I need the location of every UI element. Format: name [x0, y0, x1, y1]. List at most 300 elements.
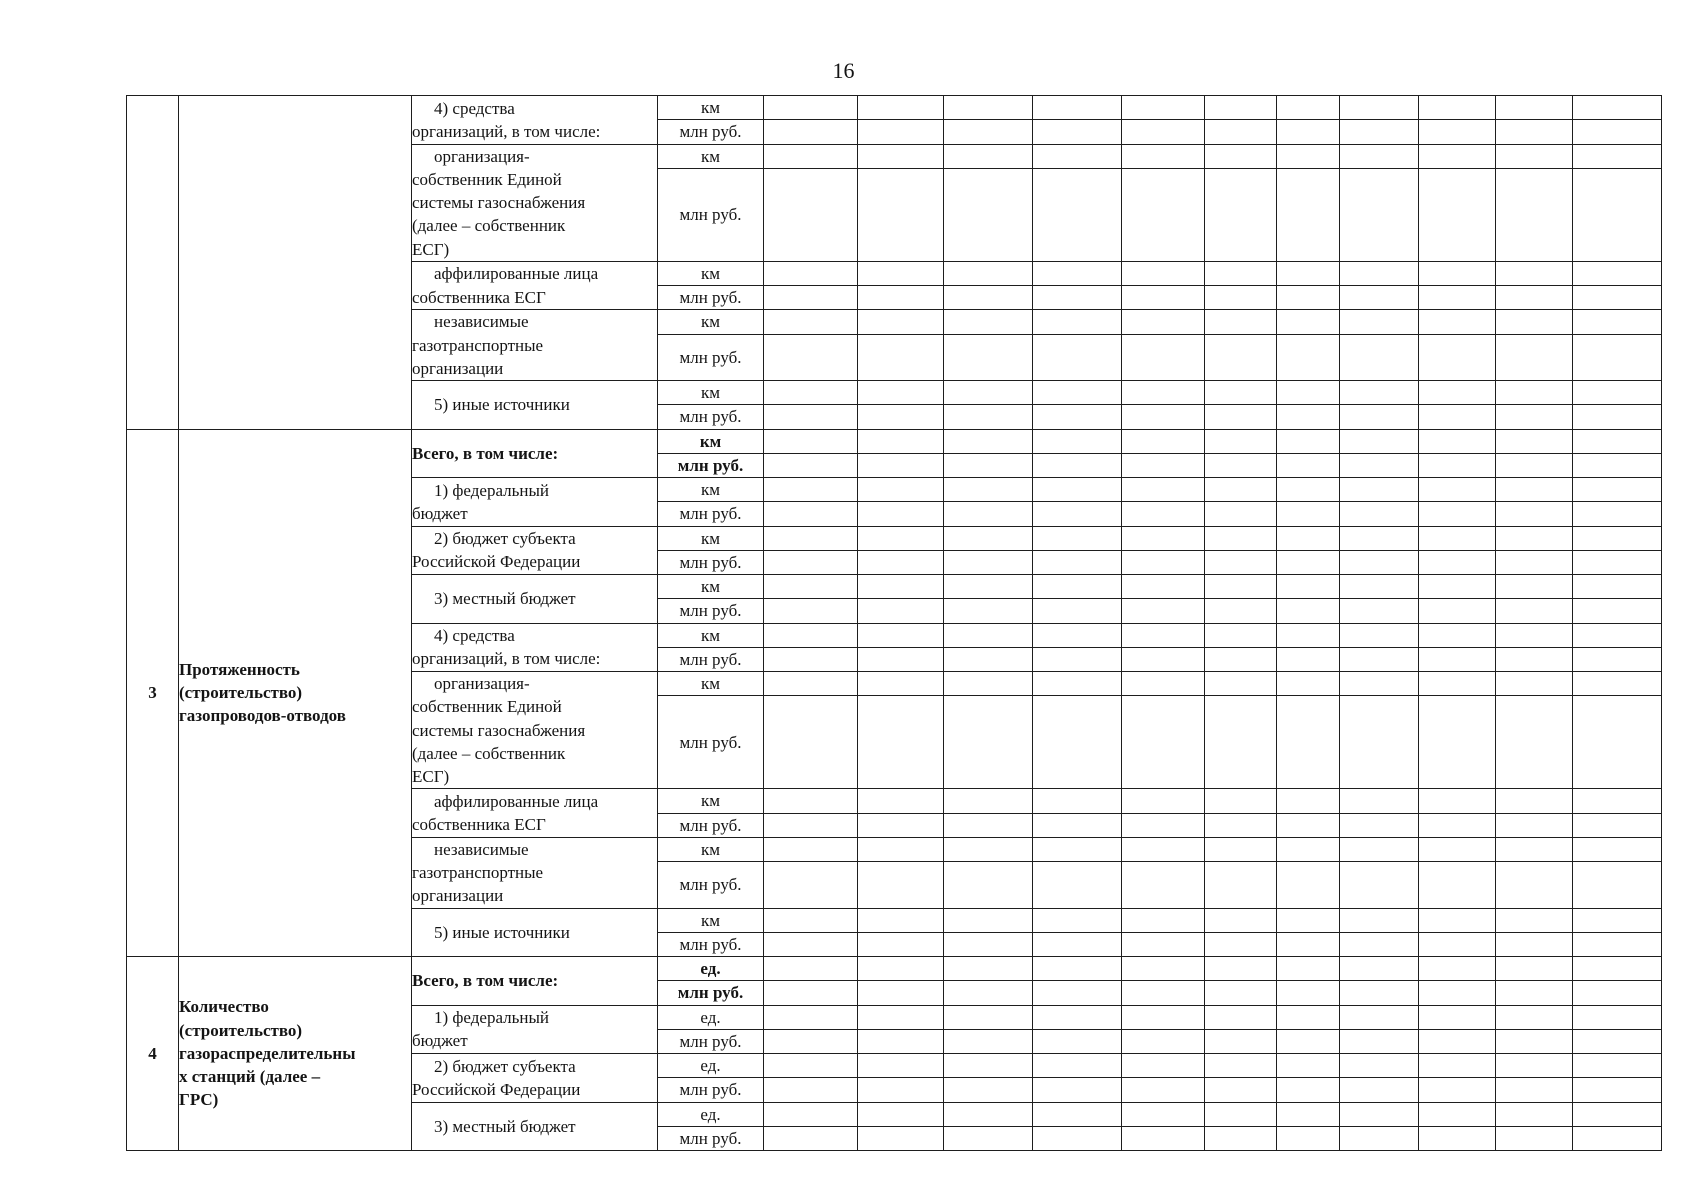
- funding-source-label: аффилированные лица собственника ЕСГ: [412, 789, 658, 838]
- unit-cell: км: [658, 908, 764, 932]
- funding-source-label: 3) местный бюджет: [412, 1102, 658, 1151]
- data-cell: [1496, 502, 1573, 526]
- data-cell: [944, 599, 1033, 623]
- data-cell: [1033, 789, 1122, 813]
- data-cell: [1573, 908, 1662, 932]
- data-cell: [944, 144, 1033, 168]
- data-cell: [1496, 932, 1573, 956]
- data-cell: [764, 144, 858, 168]
- data-cell: [1205, 261, 1277, 285]
- unit-cell: млн руб.: [658, 286, 764, 310]
- data-cell: [858, 813, 944, 837]
- data-cell: [1205, 623, 1277, 647]
- data-cell: [1419, 862, 1496, 908]
- data-cell: [1573, 599, 1662, 623]
- data-cell: [764, 453, 858, 477]
- data-cell: [1496, 120, 1573, 144]
- data-cell: [858, 168, 944, 261]
- data-cell: [1033, 550, 1122, 574]
- data-cell: [1277, 1126, 1340, 1150]
- data-cell: [1340, 1005, 1419, 1029]
- data-cell: [1496, 623, 1573, 647]
- section-title: [179, 96, 412, 430]
- section-number: [127, 96, 179, 430]
- data-cell: [1419, 1005, 1496, 1029]
- data-cell: [858, 1126, 944, 1150]
- data-cell: [1419, 981, 1496, 1005]
- unit-cell: км: [658, 837, 764, 861]
- page-number: 16: [832, 58, 855, 83]
- data-cell: [1122, 1078, 1205, 1102]
- data-cell: [1277, 144, 1340, 168]
- data-cell: [1340, 286, 1419, 310]
- data-cell: [1419, 1054, 1496, 1078]
- data-cell: [1573, 550, 1662, 574]
- data-cell: [1419, 453, 1496, 477]
- data-cell: [1033, 623, 1122, 647]
- data-cell: [1205, 381, 1277, 405]
- data-cell: [764, 96, 858, 120]
- data-cell: [944, 526, 1033, 550]
- data-cell: [1205, 286, 1277, 310]
- data-cell: [1205, 957, 1277, 981]
- unit-cell: млн руб.: [658, 1126, 764, 1150]
- table-row: [127, 96, 1662, 120]
- unit-cell: км: [658, 144, 764, 168]
- data-cell: [858, 932, 944, 956]
- data-cell: [1122, 575, 1205, 599]
- data-cell: [1033, 647, 1122, 671]
- data-cell: [944, 908, 1033, 932]
- data-cell: [1573, 837, 1662, 861]
- data-cell: [944, 957, 1033, 981]
- data-cell: [1122, 502, 1205, 526]
- data-cell: [858, 405, 944, 429]
- data-cell: [1573, 862, 1662, 908]
- data-cell: [1122, 144, 1205, 168]
- data-cell: [1419, 334, 1496, 380]
- data-cell: [1340, 334, 1419, 380]
- data-cell: [1033, 932, 1122, 956]
- data-cell: [858, 550, 944, 574]
- data-cell: [858, 261, 944, 285]
- data-cell: [858, 429, 944, 453]
- data-cell: [944, 862, 1033, 908]
- data-cell: [944, 502, 1033, 526]
- funding-source-label: аффилированные лица собственника ЕСГ: [412, 261, 658, 310]
- data-cell: [1122, 168, 1205, 261]
- data-cell: [1205, 813, 1277, 837]
- data-cell: [1340, 526, 1419, 550]
- unit-cell: млн руб.: [658, 550, 764, 574]
- data-cell: [1277, 286, 1340, 310]
- data-cell: [764, 1005, 858, 1029]
- data-cell: [764, 405, 858, 429]
- data-cell: [1573, 1029, 1662, 1053]
- data-cell: [944, 453, 1033, 477]
- data-cell: [944, 932, 1033, 956]
- data-cell: [1277, 429, 1340, 453]
- data-cell: [1205, 502, 1277, 526]
- data-cell: [764, 334, 858, 380]
- data-cell: [858, 144, 944, 168]
- data-cell: [1122, 526, 1205, 550]
- data-cell: [1573, 334, 1662, 380]
- data-cell: [1277, 120, 1340, 144]
- data-cell: [1419, 429, 1496, 453]
- data-cell: [1033, 1054, 1122, 1078]
- data-cell: [1033, 96, 1122, 120]
- data-cell: [1496, 429, 1573, 453]
- data-cell: [1277, 672, 1340, 696]
- data-cell: [1122, 405, 1205, 429]
- data-cell: [1496, 550, 1573, 574]
- data-cell: [1033, 813, 1122, 837]
- data-cell: [764, 957, 858, 981]
- data-cell: [1573, 1078, 1662, 1102]
- data-cell: [1573, 1102, 1662, 1126]
- data-cell: [858, 526, 944, 550]
- data-cell: [1122, 96, 1205, 120]
- data-cell: [1496, 1126, 1573, 1150]
- data-cell: [1277, 550, 1340, 574]
- data-cell: [764, 789, 858, 813]
- data-cell: [858, 1102, 944, 1126]
- data-cell: [764, 837, 858, 861]
- data-cell: [1205, 1102, 1277, 1126]
- data-cell: [1573, 932, 1662, 956]
- data-cell: [1340, 862, 1419, 908]
- data-cell: [764, 381, 858, 405]
- data-cell: [1496, 261, 1573, 285]
- data-cell: [1419, 1126, 1496, 1150]
- data-cell: [1496, 862, 1573, 908]
- unit-cell: млн руб.: [658, 813, 764, 837]
- data-cell: [1122, 334, 1205, 380]
- data-cell: [764, 1078, 858, 1102]
- data-cell: [1033, 286, 1122, 310]
- data-cell: [944, 550, 1033, 574]
- data-cell: [944, 623, 1033, 647]
- data-cell: [1277, 310, 1340, 334]
- data-cell: [1419, 502, 1496, 526]
- data-cell: [764, 1054, 858, 1078]
- data-cell: [1205, 696, 1277, 789]
- data-cell: [1496, 957, 1573, 981]
- data-cell: [944, 261, 1033, 285]
- unit-cell: млн руб.: [658, 168, 764, 261]
- data-cell: [764, 696, 858, 789]
- data-cell: [944, 789, 1033, 813]
- data-cell: [858, 286, 944, 310]
- data-cell: [1419, 526, 1496, 550]
- data-cell: [1033, 334, 1122, 380]
- data-cell: [944, 334, 1033, 380]
- data-cell: [858, 310, 944, 334]
- data-cell: [944, 1054, 1033, 1078]
- data-cell: [1340, 696, 1419, 789]
- data-cell: [1033, 144, 1122, 168]
- data-cell: [944, 381, 1033, 405]
- data-cell: [1033, 672, 1122, 696]
- data-cell: [1033, 168, 1122, 261]
- data-cell: [858, 96, 944, 120]
- data-cell: [1122, 1005, 1205, 1029]
- data-cell: [1033, 1078, 1122, 1102]
- data-cell: [1205, 96, 1277, 120]
- data-cell: [858, 862, 944, 908]
- data-cell: [764, 310, 858, 334]
- data-cell: [1033, 429, 1122, 453]
- data-cell: [1205, 1029, 1277, 1053]
- data-cell: [1033, 1126, 1122, 1150]
- data-cell: [764, 550, 858, 574]
- data-cell: [1496, 381, 1573, 405]
- unit-cell: млн руб.: [658, 696, 764, 789]
- data-cell: [1340, 381, 1419, 405]
- unit-cell: млн руб.: [658, 862, 764, 908]
- data-cell: [944, 1029, 1033, 1053]
- unit-cell: ед.: [658, 957, 764, 981]
- funding-source-label: 5) иные источники: [412, 908, 658, 957]
- data-cell: [944, 837, 1033, 861]
- data-cell: [1419, 599, 1496, 623]
- data-cell: [1340, 932, 1419, 956]
- data-cell: [1573, 502, 1662, 526]
- data-cell: [1277, 168, 1340, 261]
- data-cell: [1277, 696, 1340, 789]
- data-cell: [858, 453, 944, 477]
- data-cell: [858, 599, 944, 623]
- data-cell: [1033, 696, 1122, 789]
- data-cell: [1573, 813, 1662, 837]
- data-cell: [944, 1005, 1033, 1029]
- data-cell: [1573, 526, 1662, 550]
- data-cell: [1496, 599, 1573, 623]
- data-cell: [1340, 789, 1419, 813]
- funding-source-label: организация- собственник Единой системы газоснабжения (далее – собственник ЕСГ): [412, 144, 658, 261]
- data-cell: [1573, 1005, 1662, 1029]
- data-cell: [1340, 310, 1419, 334]
- data-cell: [1573, 981, 1662, 1005]
- data-cell: [1033, 1005, 1122, 1029]
- data-cell: [1340, 405, 1419, 429]
- data-cell: [1277, 1078, 1340, 1102]
- data-cell: [858, 502, 944, 526]
- unit-cell: млн руб.: [658, 453, 764, 477]
- data-cell: [1122, 429, 1205, 453]
- data-cell: [1419, 310, 1496, 334]
- unit-cell: млн руб.: [658, 647, 764, 671]
- data-cell: [1496, 168, 1573, 261]
- data-cell: [944, 168, 1033, 261]
- data-cell: [1277, 789, 1340, 813]
- unit-cell: млн руб.: [658, 1029, 764, 1053]
- data-cell: [1277, 334, 1340, 380]
- data-cell: [1496, 981, 1573, 1005]
- data-cell: [1033, 981, 1122, 1005]
- data-cell: [764, 526, 858, 550]
- data-cell: [1205, 144, 1277, 168]
- data-cell: [1340, 647, 1419, 671]
- unit-cell: млн руб.: [658, 981, 764, 1005]
- funding-source-label: 1) федеральный бюджет: [412, 1005, 658, 1054]
- data-cell: [1122, 647, 1205, 671]
- unit-cell: км: [658, 575, 764, 599]
- data-cell: [1277, 1005, 1340, 1029]
- data-cell: [944, 120, 1033, 144]
- unit-cell: км: [658, 310, 764, 334]
- data-cell: [1033, 1102, 1122, 1126]
- data-cell: [764, 1126, 858, 1150]
- data-cell: [1419, 932, 1496, 956]
- unit-cell: км: [658, 672, 764, 696]
- data-cell: [1033, 381, 1122, 405]
- data-cell: [1419, 405, 1496, 429]
- data-cell: [1205, 862, 1277, 908]
- data-cell: [858, 981, 944, 1005]
- data-cell: [1277, 381, 1340, 405]
- data-cell: [1496, 96, 1573, 120]
- data-cell: [1340, 908, 1419, 932]
- data-cell: [1122, 932, 1205, 956]
- data-cell: [1340, 672, 1419, 696]
- data-cell: [1205, 478, 1277, 502]
- data-cell: [1573, 286, 1662, 310]
- funding-source-label: 2) бюджет субъекта Российской Федерации: [412, 526, 658, 575]
- table-row: [127, 957, 1662, 981]
- data-cell: [1573, 1054, 1662, 1078]
- funding-source-label: 3) местный бюджет: [412, 575, 658, 624]
- funding-source-label: 4) средства организаций, в том числе:: [412, 623, 658, 672]
- data-cell: [1419, 96, 1496, 120]
- unit-cell: км: [658, 623, 764, 647]
- data-cell: [1340, 168, 1419, 261]
- data-cell: [1419, 168, 1496, 261]
- data-cell: [1205, 1126, 1277, 1150]
- data-cell: [1419, 144, 1496, 168]
- data-cell: [1205, 647, 1277, 671]
- data-cell: [1205, 310, 1277, 334]
- data-cell: [764, 168, 858, 261]
- data-cell: [944, 286, 1033, 310]
- data-cell: [1496, 1102, 1573, 1126]
- data-cell: [858, 1029, 944, 1053]
- data-cell: [1033, 837, 1122, 861]
- data-cell: [1277, 908, 1340, 932]
- funding-source-label: Всего, в том числе:: [412, 429, 658, 478]
- data-cell: [1419, 789, 1496, 813]
- data-cell: [858, 575, 944, 599]
- data-cell: [1340, 478, 1419, 502]
- data-cell: [1033, 862, 1122, 908]
- unit-cell: млн руб.: [658, 334, 764, 380]
- data-cell: [1122, 550, 1205, 574]
- data-cell: [1340, 550, 1419, 574]
- table-body: [127, 96, 1662, 1151]
- data-cell: [1573, 789, 1662, 813]
- data-cell: [1277, 526, 1340, 550]
- data-cell: [1277, 813, 1340, 837]
- data-cell: [1419, 623, 1496, 647]
- unit-cell: км: [658, 429, 764, 453]
- data-cell: [1340, 144, 1419, 168]
- data-cell: [1033, 261, 1122, 285]
- data-cell: [1205, 550, 1277, 574]
- funding-source-label: 4) средства организаций, в том числе:: [412, 96, 658, 145]
- data-cell: [1033, 526, 1122, 550]
- funding-source-label: 5) иные источники: [412, 381, 658, 430]
- data-cell: [944, 672, 1033, 696]
- section-title: Количество (строительство) газораспределительны х станций (далее – ГРС): [179, 957, 412, 1151]
- data-cell: [1419, 120, 1496, 144]
- data-cell: [764, 647, 858, 671]
- data-cell: [764, 286, 858, 310]
- data-cell: [1122, 310, 1205, 334]
- data-cell: [858, 381, 944, 405]
- data-cell: [1277, 453, 1340, 477]
- data-cell: [1340, 120, 1419, 144]
- budget-table: [126, 95, 1662, 1151]
- data-cell: [858, 1054, 944, 1078]
- data-cell: [1205, 168, 1277, 261]
- data-cell: [764, 120, 858, 144]
- data-cell: [1205, 932, 1277, 956]
- data-cell: [1277, 862, 1340, 908]
- data-cell: [1205, 789, 1277, 813]
- data-cell: [1573, 623, 1662, 647]
- data-cell: [1496, 575, 1573, 599]
- data-cell: [1205, 981, 1277, 1005]
- unit-cell: млн руб.: [658, 932, 764, 956]
- data-cell: [1340, 599, 1419, 623]
- data-cell: [1496, 478, 1573, 502]
- data-cell: [764, 502, 858, 526]
- unit-cell: ед.: [658, 1054, 764, 1078]
- data-cell: [1277, 405, 1340, 429]
- data-cell: [944, 1078, 1033, 1102]
- data-cell: [1573, 120, 1662, 144]
- data-cell: [1496, 334, 1573, 380]
- data-cell: [1573, 1126, 1662, 1150]
- data-cell: [944, 1102, 1033, 1126]
- data-cell: [1419, 1102, 1496, 1126]
- data-cell: [1340, 837, 1419, 861]
- data-cell: [764, 599, 858, 623]
- data-cell: [1122, 789, 1205, 813]
- data-cell: [764, 981, 858, 1005]
- data-cell: [764, 623, 858, 647]
- data-cell: [858, 908, 944, 932]
- data-cell: [1122, 478, 1205, 502]
- funding-source-label: независимые газотранспортные организации: [412, 310, 658, 381]
- data-cell: [1573, 672, 1662, 696]
- data-cell: [1419, 1078, 1496, 1102]
- data-cell: [858, 120, 944, 144]
- data-cell: [1573, 381, 1662, 405]
- data-cell: [1340, 1126, 1419, 1150]
- data-cell: [1496, 789, 1573, 813]
- data-cell: [1205, 1054, 1277, 1078]
- data-cell: [1205, 837, 1277, 861]
- data-cell: [1277, 261, 1340, 285]
- data-cell: [764, 261, 858, 285]
- data-cell: [1205, 120, 1277, 144]
- data-cell: [1340, 575, 1419, 599]
- unit-cell: млн руб.: [658, 405, 764, 429]
- data-cell: [858, 334, 944, 380]
- data-cell: [1033, 908, 1122, 932]
